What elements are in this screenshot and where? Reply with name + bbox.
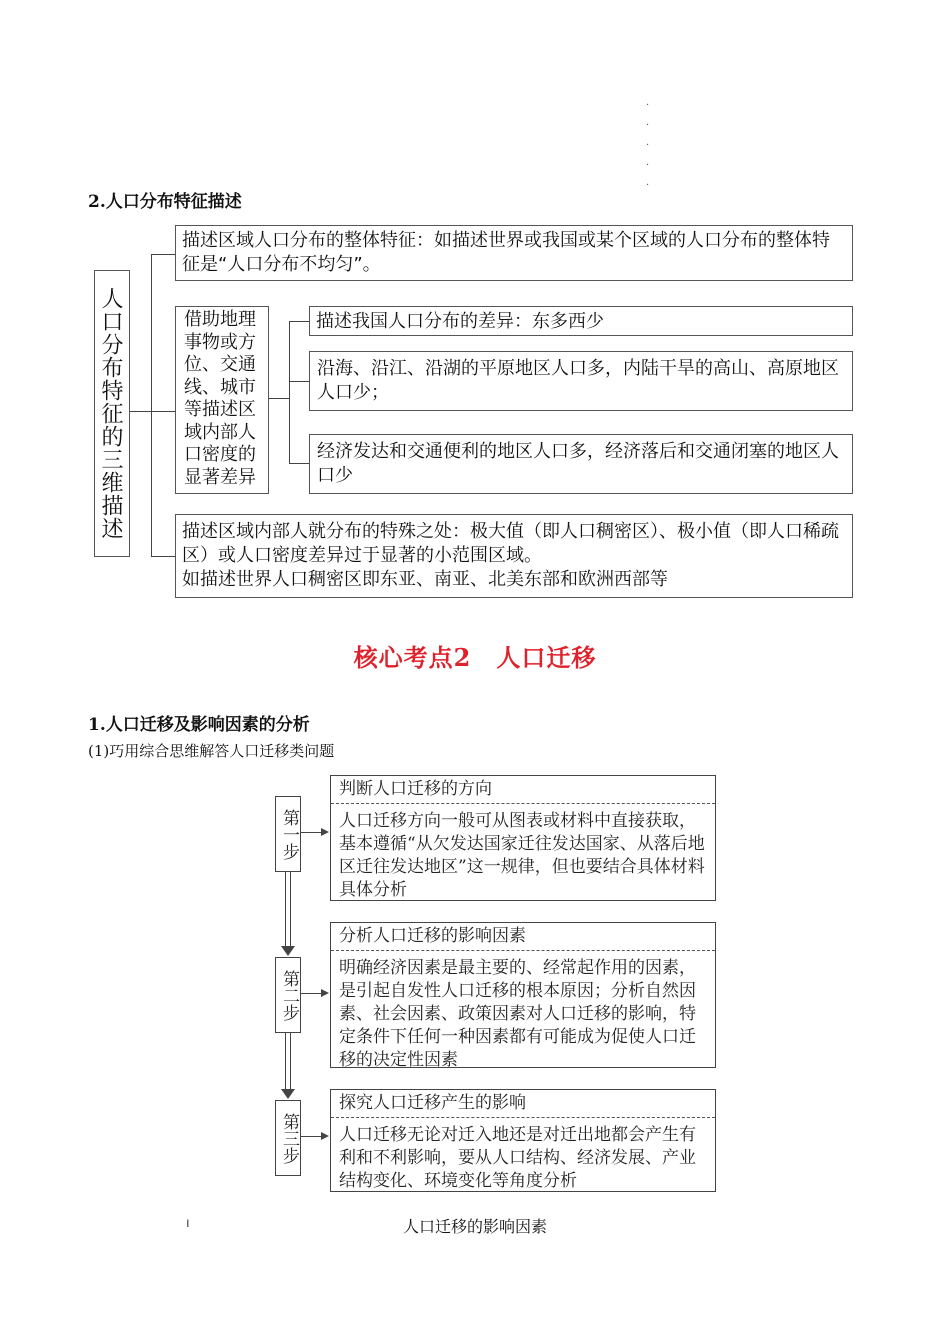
core-title: 核心考点2 人口迁移 [353,643,597,672]
step-1-label [275,796,301,872]
sub-box-coastal-text: 沿海、沿江、沿湖的平原地区人口多，内陆干旱的高山、高原地区人口少； [317,358,839,403]
box-special-text-2: 如描述世界人口稠密区即东亚、南亚、北美东部和欧洲西部等 [182,569,668,590]
step-3-label-text: 第三步 [279,1112,299,1164]
step-1-label-text: 第一步 [279,808,299,860]
box-special-text-1: 描述区域内部人就分布的特殊之处：极大值（即人口稠密区）、极小值（即人口稀疏区）或人口密度差异过于显著的小范围区域。 [182,521,839,566]
step-2-label-text: 第二步 [279,969,299,1021]
arrow-down-2 [281,1089,295,1099]
arrow-right-3 [321,1132,329,1140]
box-overall-text: 描述区域人口分布的整体特征：如描述世界或我国或某个区域的人口分布的整体特征是“人口分布不均匀”。 [182,230,830,275]
sub-box-east-west [309,306,853,336]
arrow-right-1 [321,828,329,836]
box-internal-difference [175,306,269,494]
step-2-body: 明确经济因素是最主要的、经常起作用的因素，是引起自发性人口迁移的根本原因；分析自然因素、社会因素、政策因素对人口迁移的影响，特定条件下任何一种因素都有可能成为促使人口迁移的决定性因素 [339,958,696,1070]
step-3-head: 探究人口迁移产生的影响 [331,1090,715,1118]
root-box [94,270,130,557]
caption-mark: ı [186,1216,190,1231]
sub-box-economy [309,434,853,494]
step-2-head: 分析人口迁移的影响因素 [331,923,715,951]
step-1-body: 人口迁移方向一般可从图表或材料中直接获取，基本遵循“从欠发达国家迁往发达国家、从落后地区迁往发达地区”这一规律，但也要结合具体材料具体分析 [339,811,705,900]
root-label: 人口分布特征的三维描述 [98,287,123,540]
box-overall-feature [175,225,853,281]
step-2-box [330,922,716,1068]
arrow-right-2 [321,989,329,997]
step-3-body: 人口迁移无论对迁入地还是对迁出地都会产生有利和不利影响，要从人口结构、经济发展、产业结构变化、环境变化等角度分析 [339,1125,696,1191]
decorative-dots: · · · · · [646,100,650,191]
sub-box-east-west-text: 描述我国人口分布的差异：东多西少 [316,311,604,332]
section-title-migration: 1.人口迁移及影响因素的分析 [88,715,310,735]
step-2-label [275,957,301,1033]
step-3-label [275,1100,301,1176]
arrow-down-1 [281,946,295,956]
section-title-distribution: 2.人口分布特征描述 [88,192,242,212]
sub-box-coastal [309,351,853,411]
step-3-box [330,1089,716,1192]
step-1-head: 判断人口迁移的方向 [331,776,715,804]
figure-caption: 人口迁移的影响因素 [402,1217,547,1236]
box-internal-text: 借助地理事物或方位、交通线、城市等描述区域内部人口密度的显著差异 [184,309,256,488]
section-subtitle-migration: (1)巧用综合思维解答人口迁移类问题 [88,742,335,760]
step-1-box [330,775,716,901]
sub-box-economy-text: 经济发达和交通便利的地区人口多，经济落后和交通闭塞的地区人口少 [317,441,839,486]
box-special-features [175,514,853,598]
